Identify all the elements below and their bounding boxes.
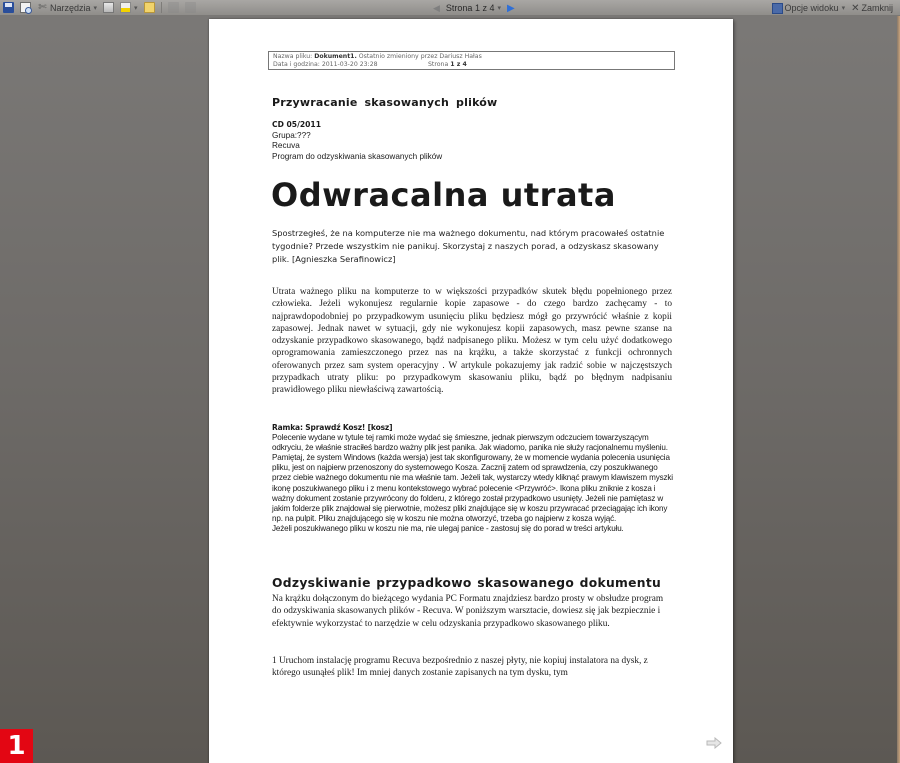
folder-button[interactable] <box>141 0 158 16</box>
box-note: Jeżeli poszukiwanego pliku w koszu nie ma, nie ulegaj panice - zastosuj się do porad w treści artykułu. <box>272 523 624 533</box>
save-button[interactable] <box>0 0 17 16</box>
cd-issue: CD 05/2011 <box>272 120 321 129</box>
group-line: Grupa:??? <box>272 130 311 140</box>
tools-icon: ✄ <box>38 2 47 13</box>
close-label: Zamknij <box>861 3 893 13</box>
arrow-left-icon: ◀ <box>433 2 440 13</box>
document-meta <box>272 120 442 162</box>
previous-page-button[interactable] <box>430 0 443 16</box>
document-header-box <box>268 51 675 70</box>
document-title: Przywracanie skasowanych plików <box>272 96 498 109</box>
ink-icon <box>185 2 196 13</box>
box-title: Ramka: Sprawdź Kosz! [kosz] <box>272 423 393 432</box>
print-preview-icon <box>20 2 31 13</box>
toolbar-right-group <box>769 0 896 16</box>
document-page <box>209 19 733 763</box>
modified-by: Ostatnio zmieniony przez Dariusz Hałas <box>358 53 482 60</box>
next-page-arrow-icon[interactable] <box>706 736 722 748</box>
date-value: 2011-03-20 23:28 <box>321 61 378 68</box>
file-label: Nazwa pliku: <box>273 53 313 60</box>
chevron-down-icon: ▾ <box>134 4 138 12</box>
program-name: Recuva <box>272 141 300 150</box>
section-paragraph: Na krążku dołączonym do bieżącego wydania PC Formatu znajdziesz bardzo prosty w obsłudze program do odzyskiwania skasowanych plików - Recuva. W poniższym warsztacie, dowiesz się jak bezpiecznie i efektywnie wykorzystać to narzędzie w celu odzyskania przypadkowo skasowanego pliku. <box>272 594 664 629</box>
chevron-down-icon: ▾ <box>497 5 501 12</box>
tools-menu-button[interactable] <box>34 0 100 16</box>
date-label: Data i godzina: <box>273 61 320 68</box>
headline: Odwracalna utrata <box>271 176 616 214</box>
reading-toolbar <box>0 0 900 16</box>
ink-button[interactable] <box>182 0 199 16</box>
view-options-icon <box>772 3 783 14</box>
toolbar-left-group <box>0 0 199 16</box>
highlight-button[interactable] <box>117 0 141 16</box>
header-row-date <box>273 61 670 69</box>
arrow-right-icon: ▶ <box>506 2 515 14</box>
step-1-paragraph: 1 Uruchom instalację programu Recuva bezpośrednio z naszej płyty, nie kopiuj instalatora na dysk, z którego usunąłeś plik! Im mniej danych zostanie zapisanych na tym dysku, tym <box>272 656 648 679</box>
research-icon <box>103 2 114 13</box>
folder-icon <box>144 2 155 13</box>
box-text: Polecenie wydane w tytule tej ramki może wydać się śmieszne, jednak pierwszym odczuciem towarzyszącym odkryciu, że właśnie straciłeś bardzo ważny plik jest panika. Jak wiadomo, panika nie służy racjonalnemu myśleniu. Pamiętaj, że system Windows (każda wersja) jest tak skonfigurowany, że w momencie wydania polecenia usunięcia pliku, jest on najpierw przenoszony do systemowego Kosza. Zacznij zatem od sprawdzenia, czy poszukiwanego przez ciebie ważnego dokumentu nie ma właśnie tam. Jeżeli tak, wystarczy wtedy kliknąć prawym klawiszem myszki ikonę poszukiwanego pliku i z menu kontekstowego wybrać polecenie <Przywróć>. Ikona pliku zniknie z kosza i ważny dokument zostanie przywrócony do folderu, z którego został przypadkowo usunięty. Jeżeli nie pamiętasz w jakim folderze plik znajdował się pierwotnie, możesz pliki znajdujące się w koszu przywracać przeciągając ich ikony np. na pulpit. Pliku znajdującego się w koszu nie można otworzyć, trzeba go najpierw z kosza wyjąć. <box>272 433 673 523</box>
next-page-button[interactable] <box>504 0 518 16</box>
new-comment-button[interactable] <box>165 0 182 16</box>
page-label: Strona <box>428 61 449 68</box>
tools-label: Narzędzia <box>50 2 91 13</box>
lead-paragraph: Spostrzegłeś, że na komputerze nie ma ważnego dokumentu, nad którym pracowałeś ostatnie tygodnie? Przede wszystkim nie panikuj. Skorzystaj z naszych porad, a odzyskasz skasowany plik. [Agnieszka Serafinowicz] <box>272 228 665 264</box>
intro-paragraph: Utrata ważnego pliku na komputerze to w większości przypadków skutek błędu popełnionego przez człowieka. Jeżeli wykonujesz regularnie kopie zapasowe - do czego bardzo zachęcamy - to najprawdopodobniej po przypadkowym usunięciu pliku będziesz mógł go przywrócić właśnie z kopii zapasowej. Jednak nawet w sytuacji, gdy nie wykonujesz kopii zapasowych, masz pewne szanse na odzyskanie przypadkowo skasowanego, bądź nadpisanego pliku. Możesz w tym celu użyć dodatkowego oprogramowania zamieszczonego przez nas na krążku, a także skorzystać z funkcji ochronnych oferowanych przez sam system operacyjny . W artykule pokazujemy jak radzić sobie w najczęstszych przypadkach utraty pliku: po przypadkowym skasowaniu pliku, bądź po błędnym nadpisaniu prawidłowego pliku niewłaściwą zawartością. <box>272 287 672 396</box>
header-page <box>428 61 467 69</box>
page-number-badge: 1 <box>0 729 33 763</box>
view-options-label: Opcje widoku <box>784 3 839 13</box>
chevron-down-icon: ▾ <box>93 4 98 12</box>
page-navigation <box>430 0 518 16</box>
chevron-down-icon: ▾ <box>841 5 846 12</box>
print-preview-button[interactable] <box>17 0 34 16</box>
highlight-icon <box>120 2 131 13</box>
close-icon: ✕ <box>851 2 860 14</box>
page-selector[interactable] <box>443 0 504 16</box>
section-heading: Odzyskiwanie przypadkowo skasowanego dokumentu <box>272 576 662 590</box>
toolbar-divider <box>161 2 162 13</box>
file-name: Dokument1. <box>314 53 357 60</box>
page-value: 1 z 4 <box>450 61 467 68</box>
sidebar-box <box>272 423 674 534</box>
save-icon <box>3 2 14 13</box>
view-options-button[interactable] <box>769 0 849 16</box>
header-row-file <box>273 53 670 61</box>
comment-icon <box>168 2 179 13</box>
close-button[interactable] <box>848 0 896 16</box>
page-indicator: Strona 1 z 4 <box>445 3 495 13</box>
program-description: Program do odzyskiwania skasowanych plików <box>272 151 443 161</box>
research-button[interactable] <box>100 0 117 16</box>
